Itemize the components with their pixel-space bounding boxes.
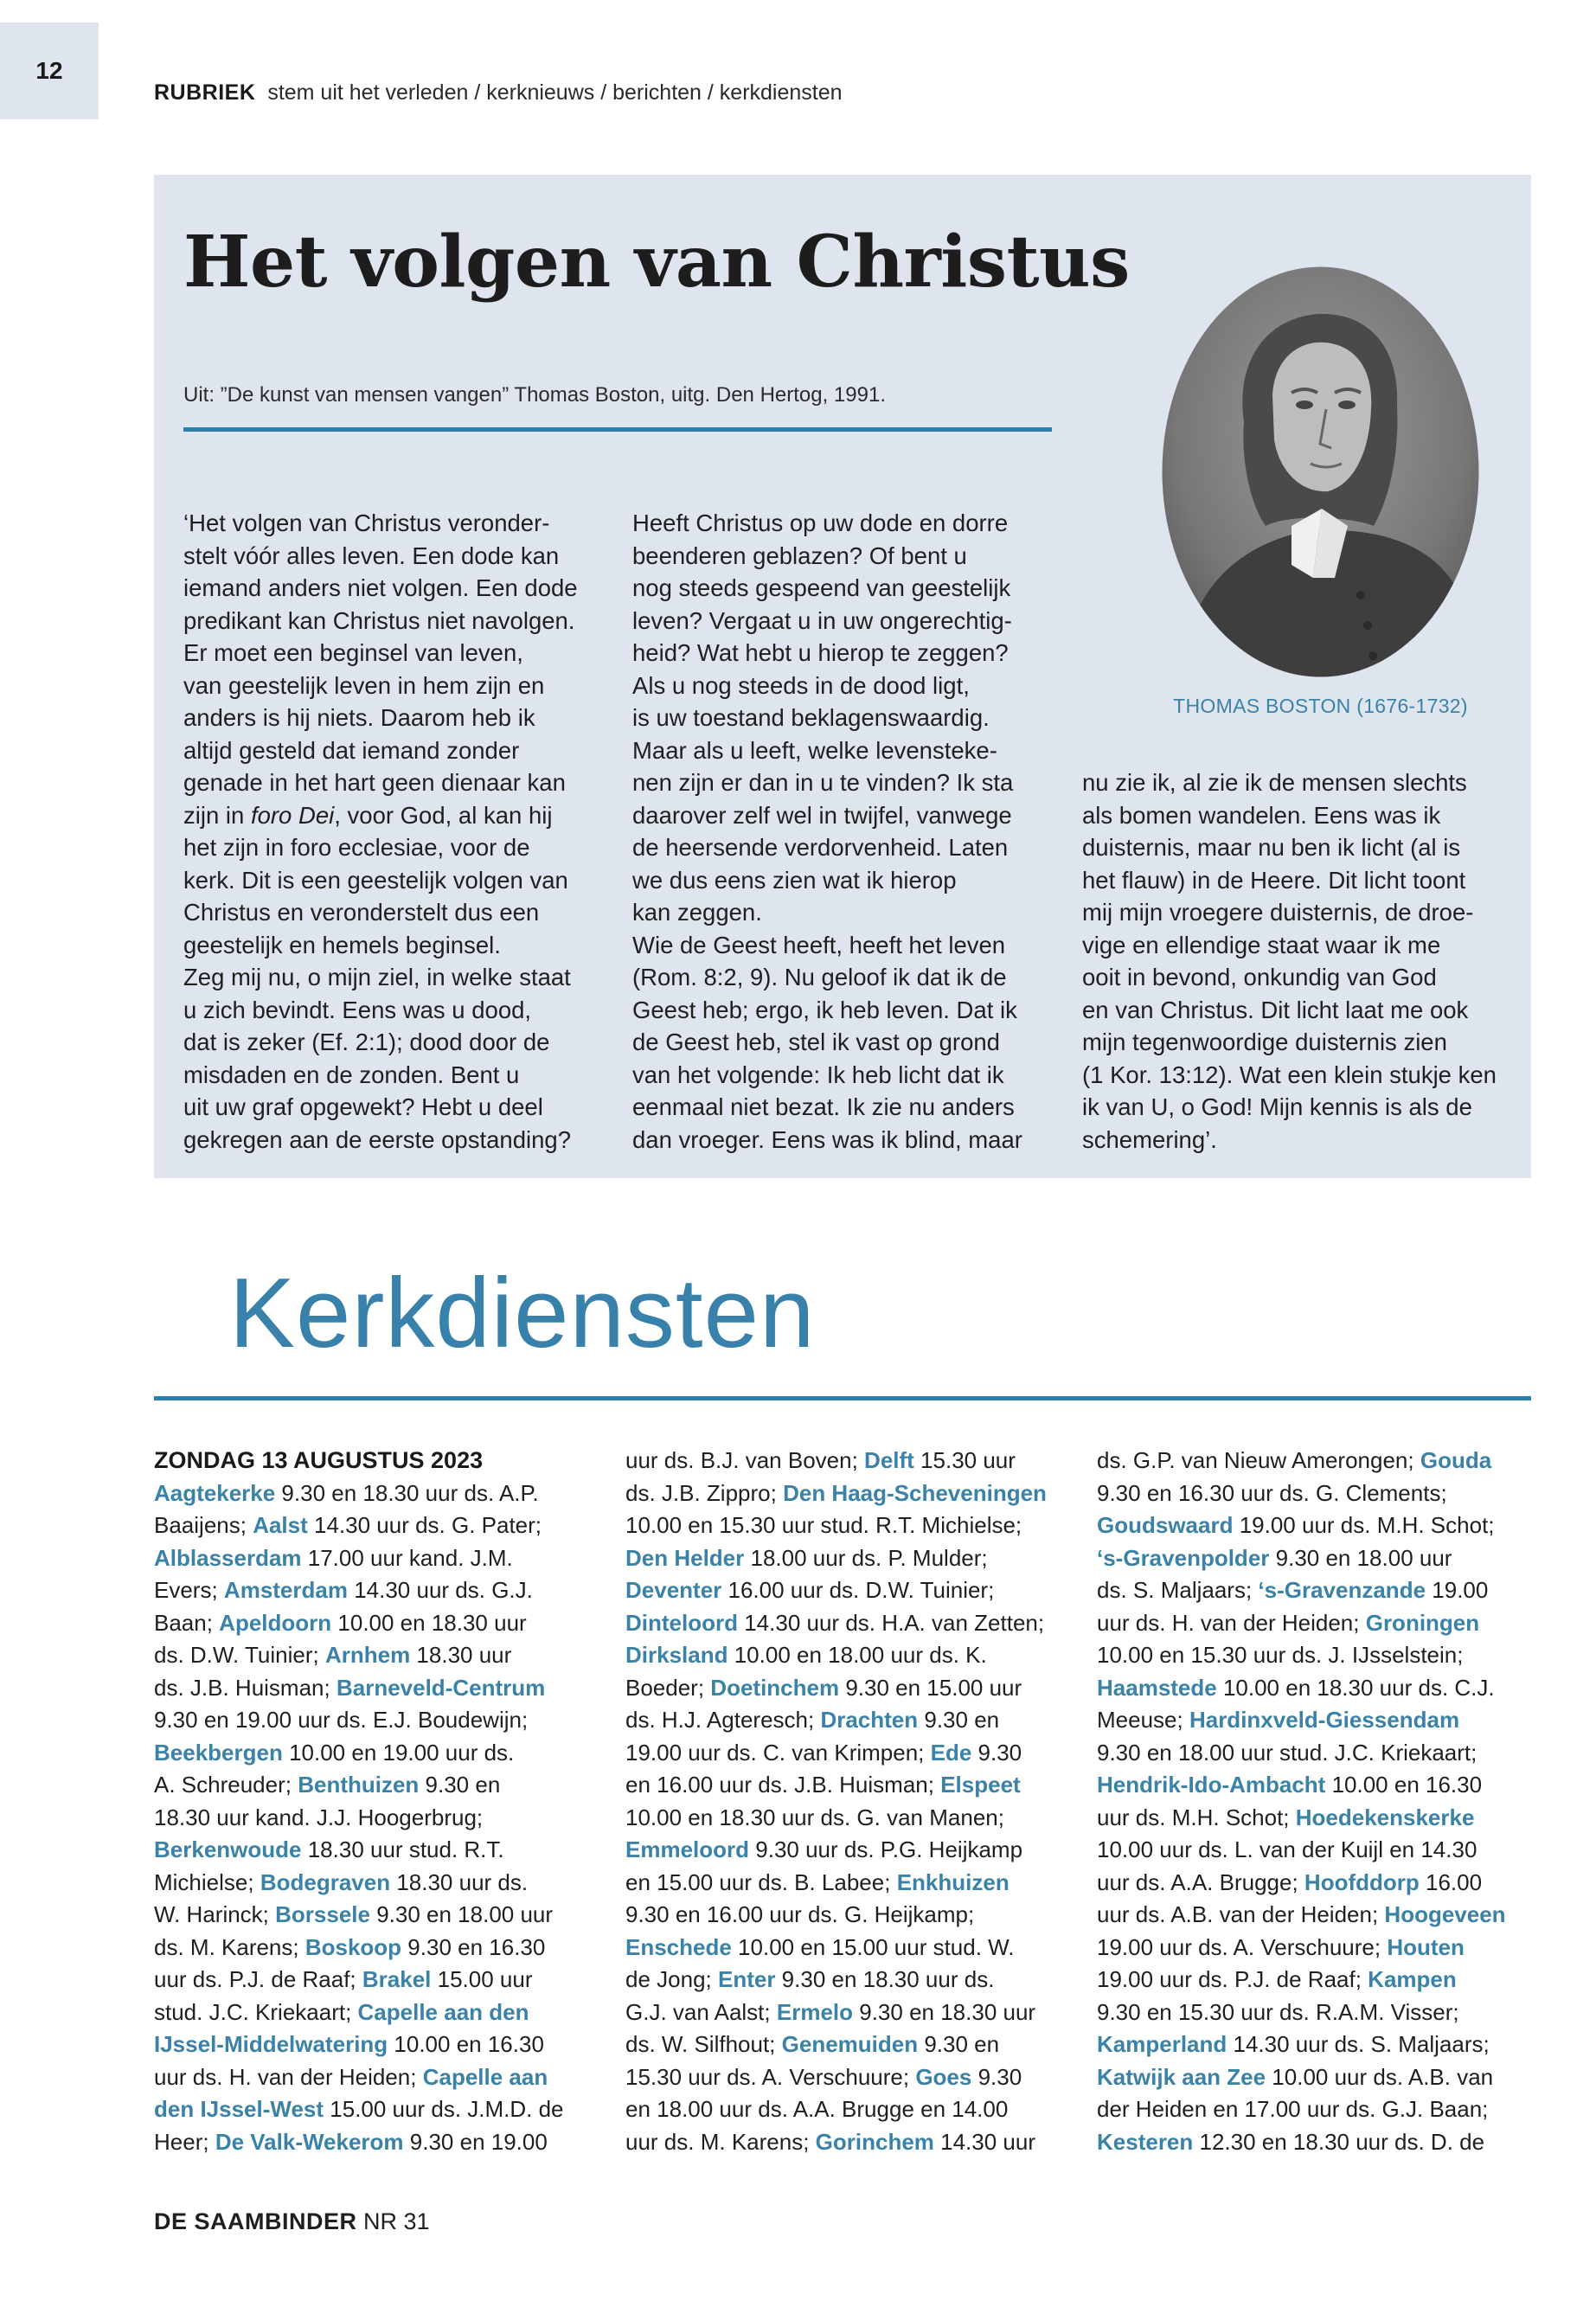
portrait-thomas-boston: [1162, 266, 1479, 677]
article-line: als bomen wandelen. Eens was ik: [1082, 801, 1441, 829]
service-line: Baaijens; Aalst 14.30 uur ds. G. Pater;: [154, 1512, 542, 1538]
article-line: daarover zelf wel in twijfel, vanwege: [632, 801, 1012, 829]
place-name: Den Helder: [625, 1544, 745, 1571]
place-name: Arnhem: [324, 1642, 411, 1668]
service-line: Dirksland 10.00 en 18.00 uur ds. K.: [625, 1642, 987, 1668]
place-name: Haamstede: [1097, 1674, 1217, 1701]
service-line: de Jong; Enter 9.30 en 18.30 uur ds.: [625, 1966, 995, 1992]
place-name: den IJssel-West: [154, 2096, 324, 2122]
service-line: uur ds. A.B. van der Heiden; Hoogeveen: [1097, 1901, 1506, 1927]
place-name: ‘s-Gravenpolder: [1097, 1544, 1270, 1571]
service-line: 9.30 en 19.00 uur ds. E.J. Boudewijn;: [154, 1707, 529, 1733]
place-name: Enschede: [625, 1933, 732, 1960]
place-name: Emmeloord: [625, 1836, 750, 1862]
article-line: het zijn in foro ecclesiae, voor de: [183, 834, 530, 861]
place-name: Hendrik-Ido-Ambacht: [1097, 1772, 1326, 1798]
service-line: Enschede 10.00 en 15.00 uur stud. W.: [625, 1933, 1015, 1960]
service-line: Aagtekerke 9.30 en 18.30 uur ds. A.P.: [154, 1479, 539, 1506]
publication-name: DE SAAMBINDER: [154, 2208, 357, 2234]
place-name: Hoogeveen: [1384, 1901, 1506, 1927]
place-name: Amsterdam: [223, 1577, 348, 1603]
services-list-1: [154, 1477, 564, 2159]
section-label: RUBRIEK: [154, 80, 256, 105]
article-line: schemering’.: [1082, 1125, 1217, 1153]
service-line: der Heiden en 17.00 uur ds. G.J. Baan;: [1097, 2096, 1489, 2122]
article-line: mij mijn vroegere duisternis, de droe-: [1082, 899, 1474, 926]
article-line: eenmaal niet bezat. Ik zie nu anders: [632, 1093, 1015, 1120]
article-line: Heeft Christus op uw dode en dorre: [632, 510, 1009, 536]
place-name: Barneveld-Centrum: [336, 1674, 546, 1701]
article-line: nu zie ik, al zie ik de mensen slechts: [1082, 769, 1467, 796]
service-line: Dinteloord 14.30 uur ds. H.A. van Zetten;: [625, 1609, 1045, 1636]
service-line: 19.00 uur ds. A. Verschuure; Houten: [1097, 1933, 1465, 1960]
place-name: Katwijk aan Zee: [1097, 2063, 1266, 2090]
service-line: uur ds. M.H. Schot; Hoedekenskerke: [1097, 1804, 1475, 1830]
article-line: kerk. Dit is een geestelijk volgen van: [183, 866, 568, 894]
article-line: de Geest heb, stel ik vast op grond: [632, 1029, 1000, 1055]
service-line: Berkenwoude 18.30 uur stud. R.T.: [154, 1836, 504, 1862]
place-name: Hardinxveld-Giessendam: [1189, 1707, 1460, 1733]
service-line: uur ds. B.J. van Boven; Delft 15.30 uur: [625, 1447, 1016, 1473]
article-line: en van Christus. Dit licht laat me ook: [1082, 996, 1469, 1023]
service-line: ds. G.P. van Nieuw Amerongen; Gouda: [1097, 1447, 1492, 1473]
article-column-3: [1082, 766, 1497, 1156]
article-line: leven? Vergaat u in uw ongerechtig-: [632, 606, 1012, 634]
service-line: G.J. van Aalst; Ermelo 9.30 en 18.30 uur: [625, 1998, 1036, 2025]
article-line: stelt vóór alles leven. Een dode kan: [183, 542, 560, 569]
article-line: geestelijk en hemels beginsel.: [183, 931, 501, 958]
article-line: Er moet een beginsel van leven,: [183, 639, 523, 666]
service-line: den IJssel-West 15.00 uur ds. J.M.D. de: [154, 2096, 564, 2122]
service-line: ds. D.W. Tuinier; Arnhem 18.30 uur: [154, 1642, 512, 1668]
service-line: Emmeloord 9.30 uur ds. P.G. Heijkamp: [625, 1836, 1023, 1862]
service-line: Evers; Amsterdam 14.30 uur ds. G.J.: [154, 1577, 533, 1603]
place-name: Gouda: [1420, 1447, 1492, 1473]
service-line: A. Schreuder; Benthuizen 9.30 en: [154, 1772, 501, 1798]
place-name: ‘s-Gravenzande: [1258, 1577, 1426, 1603]
article-line: nog steeds gespeend van geestelijk: [632, 574, 1011, 601]
article-line: ik van U, o God! Mijn kennis is als de: [1082, 1093, 1472, 1120]
service-line: stud. J.C. Kriekaart; Capelle aan den: [154, 1998, 529, 2025]
article-line: dat is zeker (Ef. 2:1); dood door de: [183, 1029, 550, 1055]
article-line: uit uw graf opgewekt? Hebt u deel: [183, 1093, 543, 1120]
services-divider: [154, 1396, 1531, 1400]
service-line: Boeder; Doetinchem 9.30 en 15.00 uur: [625, 1674, 1022, 1701]
service-line: Alblasserdam 17.00 uur kand. J.M.: [154, 1544, 513, 1571]
place-name: Dinteloord: [625, 1609, 738, 1636]
service-line: 10.00 en 15.30 uur ds. J. IJsselstein;: [1097, 1642, 1464, 1668]
place-name: Beekbergen: [154, 1739, 283, 1766]
service-line: Deventer 16.00 uur ds. D.W. Tuinier;: [625, 1577, 995, 1603]
article-line: ‘Het volgen van Christus veronder-: [183, 510, 550, 536]
service-line: 10.00 en 18.30 uur ds. G. van Manen;: [625, 1804, 1004, 1830]
place-name: Alblasserdam: [154, 1544, 302, 1571]
article-line: Christus en veronderstelt dus een: [183, 899, 540, 926]
place-name: Hoofddorp: [1304, 1868, 1420, 1895]
article-line: Maar als u leeft, welke levensteke-: [632, 736, 997, 764]
service-line: W. Harinck; Borssele 9.30 en 18.00 uur: [154, 1901, 554, 1927]
place-name: Ermelo: [776, 1998, 854, 2025]
article-line: predikant kan Christus niet navolgen.: [183, 606, 575, 634]
place-name: Ede: [930, 1739, 972, 1766]
service-line: 19.00 uur ds. C. van Krimpen; Ede 9.30: [625, 1739, 1022, 1766]
article-line: is uw toestand beklagenswaardig.: [632, 704, 990, 731]
service-line: ds. J.B. Huisman; Barneveld-Centrum: [154, 1674, 546, 1701]
service-line: Michielse; Bodegraven 18.30 uur ds.: [154, 1868, 529, 1895]
article-title: Het volgen van Christus: [183, 221, 1130, 304]
place-name: Enkhuizen: [896, 1868, 1010, 1895]
article-line: het flauw) in de Heere. Dit licht toont: [1082, 866, 1466, 894]
service-line: 19.00 uur ds. P.J. de Raaf; Kampen: [1097, 1966, 1457, 1992]
place-name: Groningen: [1365, 1609, 1480, 1636]
place-name: Kampen: [1368, 1966, 1457, 1992]
service-line: uur ds. M. Karens; Gorinchem 14.30 uur: [625, 2128, 1035, 2155]
article-line: van geestelijk leven in hem zijn en: [183, 671, 545, 699]
article-line: nen zijn er dan in u te vinden? Ik sta: [632, 769, 1014, 796]
article-line: gekregen aan de eerste opstanding?: [183, 1125, 571, 1153]
place-name: Bodegraven: [260, 1868, 391, 1895]
article-line: Als u nog steeds in de dood ligt,: [632, 671, 970, 699]
article-line: beenderen geblazen? Of bent u: [632, 542, 967, 569]
service-line: Den Helder 18.00 uur ds. P. Mulder;: [625, 1544, 988, 1571]
place-name: Aagtekerke: [154, 1479, 276, 1506]
article-line: van het volgende: Ik heb licht dat ik: [632, 1061, 1004, 1088]
service-line: 9.30 en 15.30 uur ds. R.A.M. Visser;: [1097, 1998, 1459, 2025]
article-line: we dus eens zien wat ik hierop: [632, 866, 957, 894]
article-line: zijn in foro Dei, voor God, al kan hij: [183, 801, 553, 829]
service-line: Baan; Apeldoorn 10.00 en 18.30 uur: [154, 1609, 527, 1636]
services-column-2: [625, 1445, 1047, 2158]
service-line: Beekbergen 10.00 en 19.00 uur ds.: [154, 1739, 515, 1766]
place-name: Capelle aan: [422, 2063, 548, 2090]
service-line: 9.30 en 16.30 uur ds. G. Clements;: [1097, 1479, 1447, 1506]
service-line: uur ds. H. van der Heiden; Groningen: [1097, 1609, 1480, 1636]
service-line: IJssel-Middelwatering 10.00 en 16.30: [154, 2031, 544, 2057]
article-line: (1 Kor. 13:12). Wat een klein stukje ken: [1082, 1061, 1497, 1088]
service-line: uur ds. H. van der Heiden; Capelle aan: [154, 2063, 548, 2090]
place-name: Apeldoorn: [219, 1609, 332, 1636]
article-line: Zeg mij nu, o mijn ziel, in welke staat: [183, 964, 571, 990]
service-line: en 18.00 uur ds. A.A. Brugge en 14.00: [625, 2096, 1009, 2122]
service-line: Kesteren 12.30 en 18.30 uur ds. D. de: [1097, 2128, 1485, 2155]
article-line: genade in het hart geen dienaar kan: [183, 769, 566, 796]
place-name: Kamperland: [1097, 2031, 1227, 2057]
service-line: 9.30 en 16.00 uur ds. G. Heijkamp;: [625, 1901, 975, 1927]
place-name: IJssel-Middelwatering: [154, 2031, 388, 2057]
place-name: Elspeet: [940, 1772, 1021, 1798]
place-name: Kesteren: [1097, 2128, 1194, 2155]
article-line: dan vroeger. Eens was ik blind, maar: [632, 1125, 1022, 1153]
service-line: Kamperland 14.30 uur ds. S. Maljaars;: [1097, 2031, 1490, 2057]
article-line: (Rom. 8:2, 9). Nu geloof ik dat ik de: [632, 964, 1007, 990]
place-name: Gorinchem: [815, 2128, 934, 2155]
article-source: Uit: ”De kunst van mensen vangen” Thomas Boston, uitg. Den Hertog, 1991.: [183, 383, 886, 407]
section-categories: stem uit het verleden / kerknieuws / berichten / kerkdiensten: [267, 80, 843, 105]
place-name: Deventer: [625, 1577, 722, 1603]
service-line: ds. H.J. Agteresch; Drachten 9.30 en: [625, 1707, 1000, 1733]
place-name: Hoedekenskerke: [1295, 1804, 1475, 1830]
article-line: heid? Wat hebt u hierop te zeggen?: [632, 639, 1009, 666]
service-line: Haamstede 10.00 en 18.30 uur ds. C.J.: [1097, 1674, 1495, 1701]
place-name: Berkenwoude: [154, 1836, 302, 1862]
article-line: vige en ellendige staat waar ik me: [1082, 931, 1441, 958]
service-line: uur ds. A.A. Brugge; Hoofddorp 16.00: [1097, 1868, 1483, 1895]
place-name: Doetinchem: [710, 1674, 840, 1701]
place-name: Benthuizen: [298, 1772, 420, 1798]
article-column-1: [183, 507, 578, 1156]
article-column-2: [632, 507, 1022, 1156]
article-line: altijd gesteld dat iemand zonder: [183, 736, 520, 764]
service-line: ‘s-Gravenpolder 9.30 en 18.00 uur: [1097, 1544, 1452, 1571]
service-line: 15.30 uur ds. A. Verschuure; Goes 9.30: [625, 2063, 1022, 2090]
footer: [154, 2208, 430, 2235]
place-name: Houten: [1387, 1933, 1465, 1960]
service-line: ds. W. Silfhout; Genemuiden 9.30 en: [625, 2031, 1000, 2057]
article-line: iemand anders niet volgen. Een dode: [183, 574, 578, 601]
portrait-caption: THOMAS BOSTON (1676-1732): [1173, 695, 1468, 717]
service-line: 10.00 en 15.30 uur stud. R.T. Michielse;: [625, 1512, 1022, 1538]
page-number: 12: [0, 22, 99, 119]
article-line: u zich bevindt. Eens was u dood,: [183, 996, 532, 1023]
service-line: ds. S. Maljaars; ‘s-Gravenzande 19.00: [1097, 1577, 1489, 1603]
service-line: ds. M. Karens; Boskoop 9.30 en 16.30: [154, 1933, 546, 1960]
service-line: Katwijk aan Zee 10.00 uur ds. A.B. van: [1097, 2063, 1494, 2090]
place-name: Capelle aan den: [357, 1998, 529, 2025]
article-line: ooit in bevond, onkundig van God: [1082, 964, 1437, 990]
place-name: De Valk-Wekerom: [215, 2128, 404, 2155]
services-title: Kerkdiensten: [229, 1259, 816, 1368]
place-name: Dirksland: [625, 1642, 728, 1668]
service-line: uur ds. P.J. de Raaf; Brakel 15.00 uur: [154, 1966, 533, 1992]
service-line: 18.30 uur kand. J.J. Hoogerbrug;: [154, 1804, 484, 1830]
service-line: en 16.00 uur ds. J.B. Huisman; Elspeet: [625, 1772, 1021, 1798]
service-line: 10.00 uur ds. L. van der Kuijl en 14.30: [1097, 1836, 1477, 1862]
article-divider: [183, 427, 1052, 432]
place-name: Genemuiden: [781, 2031, 919, 2057]
article-line: mijn tegenwoordige duisternis zien: [1082, 1029, 1447, 1055]
place-name: Delft: [864, 1447, 914, 1473]
article-line: misdaden en de zonden. Bent u: [183, 1061, 520, 1088]
place-name: Drachten: [820, 1707, 919, 1733]
service-line: Goudswaard 19.00 uur ds. M.H. Schot;: [1097, 1512, 1495, 1538]
services-column-3: [1097, 1445, 1506, 2158]
place-name: Goudswaard: [1097, 1512, 1234, 1538]
services-date-heading: ZONDAG 13 AUGUSTUS 2023: [154, 1447, 484, 1473]
issue-number: NR 31: [363, 2208, 430, 2234]
article-line: Wie de Geest heeft, heeft het leven: [632, 931, 1006, 958]
article-line: de heersende verdorvenheid. Laten: [632, 834, 1009, 861]
article-line: duisternis, maar nu ben ik licht (al is: [1082, 834, 1461, 861]
article-line: Geest heb; ergo, ik heb leven. Dat ik: [632, 996, 1017, 1023]
place-name: Den Haag-Scheveningen: [783, 1479, 1047, 1506]
section-header: [154, 80, 843, 106]
service-line: Hendrik-Ido-Ambacht 10.00 en 16.30: [1097, 1772, 1483, 1798]
service-line: 9.30 en 18.00 uur stud. J.C. Kriekaart;: [1097, 1739, 1477, 1766]
place-name: Goes: [915, 2063, 972, 2090]
italic-term: foro Dei: [250, 801, 335, 829]
service-line: ds. J.B. Zippro; Den Haag-Scheveningen: [625, 1479, 1047, 1506]
place-name: Enter: [717, 1966, 776, 1992]
service-line: Heer; De Valk-Wekerom 9.30 en 19.00: [154, 2128, 548, 2155]
services-column-1: [154, 1445, 564, 2158]
place-name: Boskoop: [304, 1933, 402, 1960]
place-name: Aalst: [253, 1512, 308, 1538]
service-line: en 15.00 uur ds. B. Labee; Enkhuizen: [625, 1868, 1010, 1895]
article-line: kan zeggen.: [632, 899, 762, 926]
place-name: Borssele: [275, 1901, 370, 1927]
place-name: Brakel: [362, 1966, 432, 1992]
service-line: Meeuse; Hardinxveld-Giessendam: [1097, 1707, 1460, 1733]
article-line: anders is hij niets. Daarom heb ik: [183, 704, 535, 731]
